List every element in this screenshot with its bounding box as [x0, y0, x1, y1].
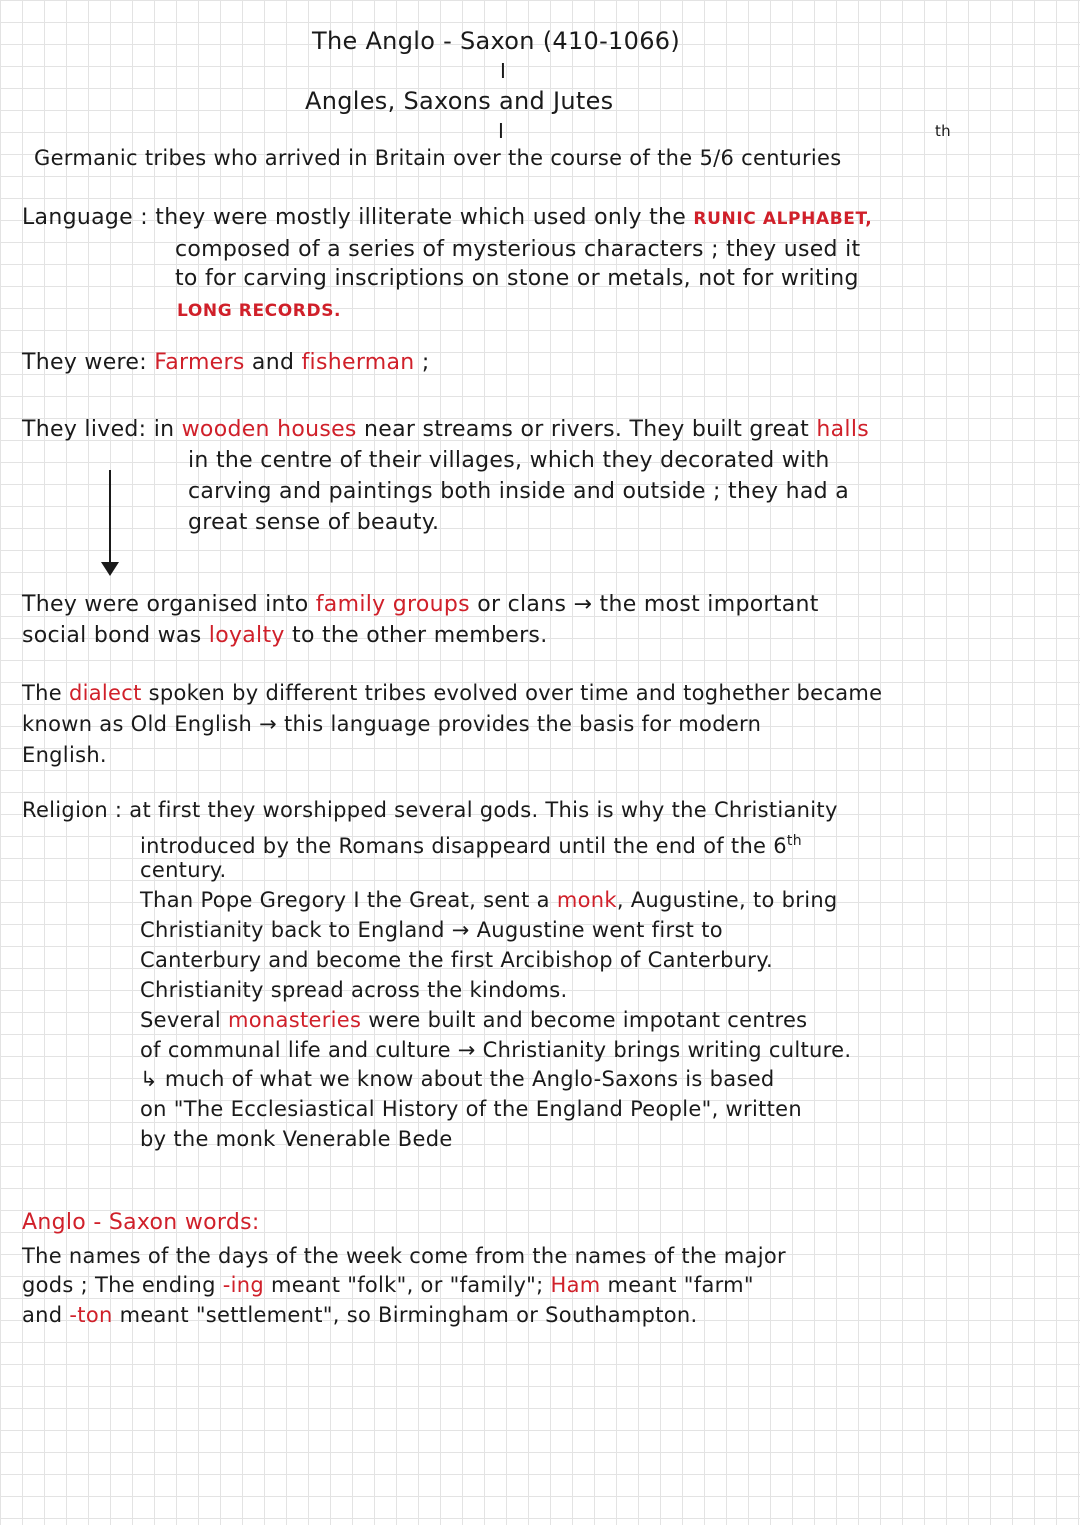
religion-label: Religion :: [22, 798, 123, 822]
monasteries: monasteries: [228, 1008, 362, 1032]
fisherman: fisherman: [301, 350, 415, 375]
religion-line-4: [140, 887, 838, 913]
religion-text-8a: Several: [140, 1008, 222, 1032]
words-line-3: [22, 1302, 698, 1328]
subtitle-separator: I: [498, 119, 505, 143]
religion-line-3: century.: [140, 858, 227, 882]
organised-text-1: They were organised into: [22, 592, 309, 617]
organised-text-2: or clans → the most important: [477, 592, 819, 617]
dialect-line-3: English.: [22, 743, 107, 767]
halls: halls: [816, 417, 870, 442]
religion-line-5: Christianity back to England → Augustine went first to: [140, 918, 723, 942]
ton-ending: -ton: [69, 1303, 113, 1327]
they-were-end: ;: [421, 350, 430, 375]
family-groups: family groups: [315, 592, 470, 617]
words-line-2: [22, 1272, 754, 1298]
page-title: The Anglo - Saxon (410-1066): [312, 27, 681, 55]
organised-text-4: to the other members.: [292, 623, 548, 648]
words-line-1: The names of the days of the week come from the names of the major: [22, 1244, 786, 1268]
they-lived-in: in: [153, 417, 175, 442]
religion-line-10: ↳ much of what we know about the Anglo-Saxons is based: [140, 1067, 775, 1091]
ing-ending: -ing: [222, 1273, 264, 1297]
words-text-2c: meant "farm": [607, 1273, 754, 1297]
religion-line-6: Canterbury and become the first Arcibishop of Canterbury.: [140, 948, 773, 972]
words-text-3b: meant "settlement", so Birmingham or Southampton.: [119, 1303, 698, 1327]
language-line-1: [22, 205, 872, 232]
language-line-2: composed of a series of mysterious characters ; they used it: [175, 237, 861, 262]
they-lived-line-2: in the centre of their villages, which they decorated with: [188, 448, 830, 473]
runic-alphabet: RUNIC ALPHABET,: [693, 209, 873, 229]
monk: monk: [556, 888, 617, 912]
germanic-line: Germanic tribes who arrived in Britain over the course of the 5/6 centuries: [34, 146, 842, 170]
words-text-2a: gods ; The ending: [22, 1273, 216, 1297]
wooden-houses: wooden houses: [181, 417, 357, 442]
they-lived-label: They lived:: [22, 417, 147, 442]
down-arrow-icon: [109, 470, 111, 565]
page-subtitle: Angles, Saxons and Jutes: [305, 87, 614, 115]
organised-line-1: [22, 592, 819, 618]
language-label: Language :: [22, 205, 148, 230]
religion-line-2: [140, 828, 802, 859]
organised-line-2: [22, 623, 548, 649]
language-line-3: to for carving inscriptions on stone or metals, not for writing: [175, 266, 859, 291]
they-lived-text-1: near streams or rivers. They built great: [364, 417, 810, 442]
organised-text-3: social bond was: [22, 623, 202, 648]
they-were-label: They were:: [22, 350, 147, 375]
down-arrow-head-icon: [101, 562, 119, 576]
religion-line-11: on "The Ecclesiastical History of the England People", written: [140, 1097, 803, 1121]
dialect-text-1: The: [22, 681, 62, 705]
title-separator: I: [500, 59, 507, 83]
religion-line-1: [22, 797, 838, 823]
long-records: LONG RECORDS.: [177, 301, 342, 321]
religion-text-1: at first they worshipped several gods. This is why the Christianity: [129, 798, 838, 822]
words-text-2b: meant "folk", or "family";: [270, 1273, 544, 1297]
religion-line-9: of communal life and culture → Christianity brings writing culture.: [140, 1038, 852, 1062]
religion-line-12: by the monk Venerable Bede: [140, 1127, 453, 1151]
dialect: dialect: [68, 681, 142, 705]
words-heading: Anglo - Saxon words:: [22, 1210, 260, 1235]
dialect-text-2: spoken by different tribes evolved over time and toghether became: [148, 681, 883, 705]
dialect-line-2: known as Old English → this language provides the basis for modern: [22, 712, 762, 736]
they-were-line: [22, 350, 430, 376]
religion-text-2: introduced by the Romans disappeard until the end of the 6: [140, 834, 787, 858]
language-text-1: they were mostly illiterate which used only the: [155, 205, 687, 230]
words-text-3a: and: [22, 1303, 63, 1327]
dialect-line-1: [22, 680, 882, 706]
ham: Ham: [550, 1273, 601, 1297]
they-lived-line-3: carving and paintings both inside and outside ; they had a: [188, 479, 850, 504]
religion-sup: th: [786, 833, 802, 849]
farmers: Farmers: [154, 350, 245, 375]
religion-text-4a: Than Pope Gregory I the Great, sent a: [140, 888, 550, 912]
they-lived-line-4: great sense of beauty.: [188, 510, 440, 535]
they-were-and: and: [251, 350, 295, 375]
religion-text-4b: , Augustine, to bring: [616, 888, 838, 912]
religion-line-8: [140, 1007, 807, 1033]
religion-line-7: Christianity spread across the kindoms.: [140, 978, 568, 1002]
religion-text-8b: were built and become impotant centres: [368, 1008, 808, 1032]
loyalty: loyalty: [208, 623, 285, 648]
germanic-superscript: th: [935, 122, 951, 140]
they-lived-line-1: [22, 417, 869, 443]
